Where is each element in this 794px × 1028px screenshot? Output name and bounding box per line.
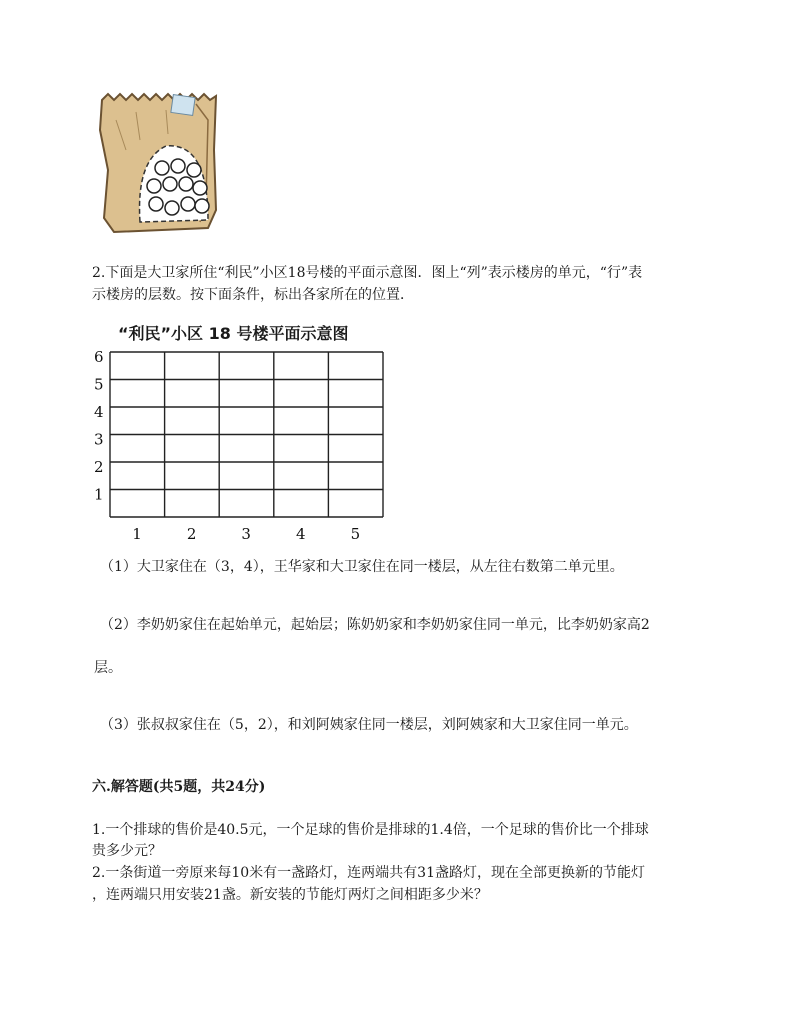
problem-1-line-2: 贵多少元？ xyxy=(92,843,162,859)
row-label: 4 xyxy=(94,403,104,421)
condition-2-line-1: （2）李奶奶家住在起始单元，起始层；陈奶奶家和李奶奶家住同一单元，比李奶奶家高2 xyxy=(100,617,650,633)
row-label: 3 xyxy=(94,430,104,449)
building-grid xyxy=(88,346,388,543)
row-label: 6 xyxy=(94,348,104,366)
row-label: 2 xyxy=(94,458,104,476)
condition-2-line-2: 层。 xyxy=(94,660,122,676)
problem-2-line-1: 2.一条街道一旁原来每10米有一盏路灯，连两端共有31盏路灯，现在全部更换新的节能灯 xyxy=(92,865,645,881)
question-2 xyxy=(92,262,642,306)
condition-1: （1）大卫家住在（3，4），王华家和大卫家住在同一楼层，从左往右数第二单元里。 xyxy=(100,559,624,575)
problem-1-line-1: 1.一个排球的售价是40.5元，一个足球的售价是排球的1.4倍，一个足球的售价比一个排球 xyxy=(92,822,649,838)
row-label: 5 xyxy=(94,375,104,394)
row-label: 1 xyxy=(94,485,104,504)
column-label: 4 xyxy=(296,525,306,543)
question-2-line-2: 示楼房的层数。按下面条件，标出各家所在的位置． xyxy=(92,287,414,303)
column-label: 3 xyxy=(241,525,251,543)
problem-2-line-2: ，连两端只用安装21盏。新安装的节能灯两灯之间相距多少米？ xyxy=(92,887,488,903)
question-2-line-1: 2.下面是大卫家所住“利民”小区18号楼的平面示意图．图上“列”表示楼房的单元，“行”表 xyxy=(92,265,643,281)
column-label: 2 xyxy=(186,525,197,543)
column-label: 5 xyxy=(350,525,361,543)
column-label: 1 xyxy=(132,525,142,543)
paper-bag-illustration xyxy=(96,90,220,236)
grid-title: “利民”小区 18 号楼平面示意图 xyxy=(118,324,349,343)
section-6-heading: 六.解答题(共5题，共24分) xyxy=(92,779,266,795)
condition-3: （3）张叔叔家住在（5，2），和刘阿姨家住同一楼层，刘阿姨家和大卫家住同一单元。 xyxy=(100,717,638,733)
